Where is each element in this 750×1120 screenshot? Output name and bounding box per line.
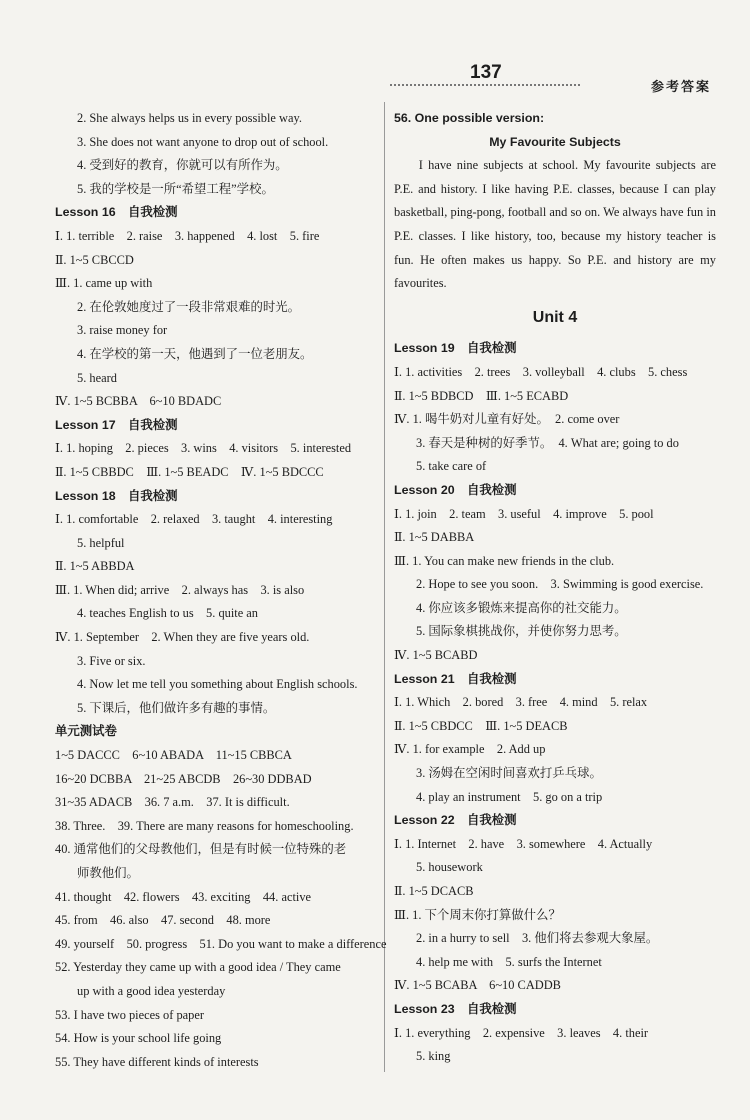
page-number: 137 xyxy=(470,62,502,83)
section-heading: Lesson 16 自我检测 xyxy=(55,205,178,220)
unit-title: Unit 4 xyxy=(532,308,578,326)
section-heading: Lesson 21 自我检测 xyxy=(394,671,517,686)
answer-line: Ⅲ. 1. came up with xyxy=(55,276,153,291)
answer-line: 52. Yesterday they came up with a good idea / They came xyxy=(55,960,341,975)
answer-line: Ⅱ. 1~5 BDBCD Ⅲ. 1~5 ECABD xyxy=(394,388,569,403)
answer-line: 49. yourself 50. progress 51. Do you want to make a difference xyxy=(55,936,387,951)
section-heading: Lesson 19 自我检测 xyxy=(394,341,517,356)
answer-line: Ⅳ. 1. for example 2. Add up xyxy=(394,742,546,757)
answer-line: 1~5 DACCC 6~10 ABADA 11~15 CBBCA xyxy=(55,748,292,763)
answer-line: 4. 你应该多锻炼来提高你的社交能力。 xyxy=(416,600,627,615)
answer-line: 4. Now let me tell you something about English schools. xyxy=(77,677,358,692)
answer-line: 2. in a hurry to sell 3. 他们将去参观大象屋。 xyxy=(416,931,659,946)
column-divider xyxy=(384,102,385,1072)
section-heading: Lesson 22 自我检测 xyxy=(394,813,517,828)
answer-line: Ⅳ. 1. September 2. When they are five years old. xyxy=(55,630,310,645)
answer-line: 2. Hope to see you soon. 3. Swimming is good exercise. xyxy=(416,577,704,592)
section-heading: 单元测试卷 xyxy=(55,724,117,739)
answer-line: 54. How is your school life going xyxy=(55,1031,222,1046)
answer-line: 5. 我的学校是一所“希望工程”学校。 xyxy=(77,181,274,196)
answer-line: Ⅱ. 1~5 CBBDC Ⅲ. 1~5 BEADC Ⅳ. 1~5 BDCCC xyxy=(55,464,324,479)
answer-line: 5. heard xyxy=(77,370,117,385)
answer-line: 41. thought 42. flowers 43. exciting 44. active xyxy=(55,889,312,904)
answer-line: 5. take care of xyxy=(416,459,487,474)
left-column xyxy=(55,107,387,1074)
answer-line: Ⅱ. 1~5 ABBDA xyxy=(55,559,135,574)
answer-line: 16~20 DCBBA 21~25 ABCDB 26~30 DDBAD xyxy=(55,771,312,786)
essay-body: I have nine subjects at school. My favourite subjects are P.E. and history. I like having P.E. classes, because I can play basketball, ping-pong, football and so on. We always have fun in P.E. classes. I like history, too, because my history teacher is fun. He often makes us happy. So P.E. and history are my favourites. xyxy=(394,158,716,291)
answer-line: 4. teaches English to us 5. quite an xyxy=(77,606,259,621)
answer-line: Ⅱ. 1~5 CBCCD xyxy=(55,252,134,267)
answer-line: 3. Five or six. xyxy=(77,653,146,668)
answer-line: 4. help me with 5. surfs the Internet xyxy=(416,954,602,969)
answer-line: Ⅱ. 1~5 DCACB xyxy=(394,884,474,898)
section-heading: Lesson 17 自我检测 xyxy=(55,417,178,432)
answer-line: 3. raise money for xyxy=(77,323,168,338)
answer-line: Ⅲ. 1. When did; arrive 2. always has 3. is also xyxy=(55,582,305,597)
answer-line: Ⅰ. 1. join 2. team 3. useful 4. improve 5. pool xyxy=(394,506,654,521)
answer-line: 31~35 ADACB 36. 7 a.m. 37. It is difficult. xyxy=(55,795,290,810)
answer-line: 3. 汤姆在空闲时间喜欢打乒乓球。 xyxy=(416,766,602,781)
answer-line: Ⅳ. 1~5 BCABA 6~10 CADDB xyxy=(394,978,561,993)
answer-line: 4. 在学校的第一天，他遇到了一位老朋友。 xyxy=(77,346,313,361)
answer-line: 2. She always helps us in every possible way. xyxy=(77,111,302,125)
answer-line: 5. helpful xyxy=(77,535,125,550)
answer-line: Ⅱ. 1~5 CBDCC Ⅲ. 1~5 DEACB xyxy=(394,718,568,733)
right-column xyxy=(394,107,716,1069)
answer-line: Ⅰ. 1. Which 2. bored 3. free 4. mind 5. relax xyxy=(394,695,648,710)
answer-line: 5. 下课后，他们做许多有趣的事情。 xyxy=(77,700,276,715)
answer-line: 38. Three. 39. There are many reasons for homeschooling. xyxy=(55,818,354,833)
answer-line: Ⅳ. 1~5 BCABD xyxy=(394,648,478,663)
answer-line: Ⅰ. 1. comfortable 2. relaxed 3. taught 4. interesting xyxy=(55,512,333,527)
answer-line: 5. king xyxy=(416,1049,451,1064)
right-answer-list xyxy=(394,337,716,1068)
answer-line: 5. housework xyxy=(416,860,483,875)
answer-line: 3. 春天是种树的好季节。 4. What are; going to do xyxy=(416,435,679,450)
answer-line: 4. 受到好的教育，你就可以有所作为。 xyxy=(77,158,288,173)
essay-title: My Favourite Subjects xyxy=(489,134,621,149)
section-heading: Lesson 18 自我检测 xyxy=(55,488,178,503)
answer-line: Ⅰ. 1. everything 2. expensive 3. leaves 4. their xyxy=(394,1025,649,1040)
answer-line: 45. from 46. also 47. second 48. more xyxy=(55,913,271,928)
answer-line: 4. play an instrument 5. go on a trip xyxy=(416,789,603,804)
answer-line: Ⅳ. 1~5 BCBBA 6~10 BDADC xyxy=(55,394,222,409)
answer-line: 55. They have different kinds of interests xyxy=(55,1054,259,1069)
answer-line: Ⅳ. 1. 喝牛奶对儿童有好处。 2. come over xyxy=(394,412,620,427)
answer-line: Ⅲ. 1. You can make new friends in the club. xyxy=(394,553,615,568)
answer-line: 5. 国际象棋挑战你，并使你努力思考。 xyxy=(416,624,627,639)
header-dotted-rule xyxy=(390,84,580,86)
answer-line: Ⅰ. 1. activities 2. trees 3. volleyball 4. clubs 5. chess xyxy=(394,364,688,379)
essay-intro: 56. One possible version: xyxy=(394,111,545,125)
section-heading: Lesson 20 自我检测 xyxy=(394,482,517,497)
header-title: 参考答案 xyxy=(651,80,712,95)
answer-line: 53. I have two pieces of paper xyxy=(55,1007,204,1022)
answer-line: Ⅰ. 1. terrible 2. raise 3. happened 4. lost 5. fire xyxy=(55,228,320,243)
answer-line: Ⅰ. 1. Internet 2. have 3. somewhere 4. Actually xyxy=(394,836,653,851)
answer-line: 40. 通常他们的父母教他们，但是有时候一位特殊的老 xyxy=(55,842,347,857)
answer-line: 师教他们。 xyxy=(77,866,139,880)
answer-line: Ⅲ. 1. 下个周末你打算做什么？ xyxy=(394,907,561,922)
answer-line: 3. She does not want anyone to drop out of school. xyxy=(77,134,329,149)
section-heading: Lesson 23 自我检测 xyxy=(394,1001,517,1016)
answer-line: Ⅱ. 1~5 DABBA xyxy=(394,530,475,545)
answer-line: up with a good idea yesterday xyxy=(77,983,226,998)
answer-line: 2. 在伦敦她度过了一段非常艰难的时光。 xyxy=(77,299,301,314)
answer-line: Ⅰ. 1. hoping 2. pieces 3. wins 4. visitors 5. interested xyxy=(55,441,352,456)
